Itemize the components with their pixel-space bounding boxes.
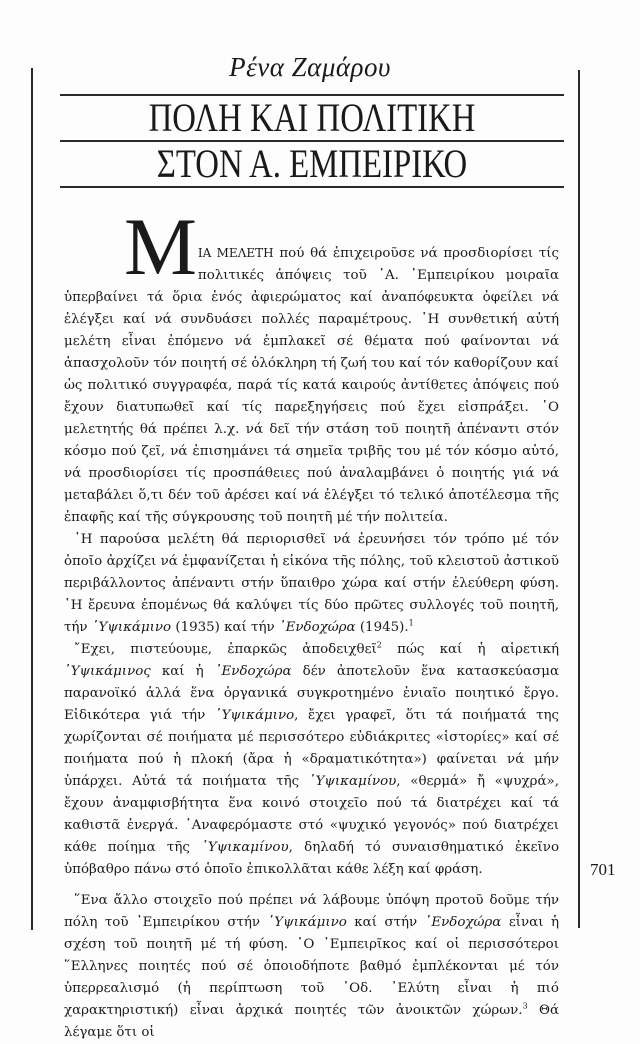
- paragraph-3: ῎Εχει, πιστεύουμε, ἐπαρκῶς ἀποδειχθεῖ$^2$ πώς καί ἡ αἱρετική ῾Υψικάμινος καί ἡ ᾿Ενδοχώρα δέν ἀποτελοῦν ἕνα κατασκεύασμα παρανοϊκό ἀλλά ἕνα ὀργανικά συγκροτημένο ἑνιαῖο ποιητικό ἔργο. Εἰδικότερα γιά τήν ῾Υψικάμινο, ἔχει γραφεῖ, ὅτι τά ποιήματά της χωρίζονται σέ ποιήματα μέ περισσότερο εὐδιάκριτες «ἱστορίες» καί σέ ποιήματα πού ἡ πλοκή (ἄρα ἡ «δραματικότητα») φαίνεται νά μήν ὑπάρχει. Αὐτά τά ποιήματα τῆς ῾Υψικαμίνου, «θερμά» ἤ «ψυχρά», ἔχουν ἀναμφισβήτητα ἕνα κοινό στοιχεῖο πού τά διατρέχει καί τά καθιστᾶ ἐνεργά. ᾿Αναφερόμαστε στό «ψυχικό γεγονός» πού διατρέχει κάθε ποίημα τῆς ῾Υψικαμίνου, δηλαδή τό συναισθηματικό ἐκεῖνο ὑπόβαθρο πάνω στό ὁποῖο ἐπικολλᾶται κάθε λέξη καί φράση.: [64, 640, 560, 877]
- paragraph-2: ῾Η παρούσα μελέτη θά περιορισθεῖ νά ἐρευνήσει τόν τρόπο μέ τόν ὁποῖο ἀρχίζει νά ἐμφανίζεται ἡ εἰκόνα τῆς πόλης, τοῦ κλειστοῦ ἀστικοῦ περιβάλλοντος ἀπέναντι στήν ὕπαιθρο χώρα καί στήν ἐλεύθερη φύση. ῾Η ἔρευνα ἐπομένως θά καλύψει τίς δύο πρῶτες συλλογές τοῦ ποιητῆ, τήν ῾Υψικάμινο (1935) καί τήν ᾿Ενδοχώρα (1945).$^1$: [64, 532, 559, 635]
- left-margin-rule: [31, 68, 33, 930]
- footnote-ref-2: 2: [376, 640, 382, 650]
- book-title: ᾿Ενδοχώρα: [424, 915, 502, 930]
- opening-smallcaps: ΙΑ ΜΕΛΕΤΗ: [197, 246, 274, 260]
- right-margin-rule: [578, 70, 580, 928]
- footnote-ref-1: 1: [408, 618, 414, 628]
- footnote-ref-3: 3: [522, 1001, 528, 1011]
- book-title: ῾Υψικάμινος: [64, 664, 151, 679]
- book-title: ῾Υψικαμίνου: [308, 774, 397, 789]
- title-rule-bottom: [60, 186, 564, 188]
- drop-cap: Μ: [124, 201, 197, 292]
- book-title: ῾Υψικάμινο: [267, 915, 347, 930]
- book-title: ῾Υψικάμινο: [91, 620, 172, 635]
- paragraph-1: ΜΙΑ ΜΕΛΕΤΗ πού θά ἐπιχειροῦσε νά προσδιορίσει τίς πολιτικές ἀπόψεις τοῦ ᾿Α. ᾿Εμπειρίκου μοιραῖα ὑπερβαίνει τά ὅρια ἑνός ἀφιερώματος καί ἀναπόφευκτα ὀφείλει νά ἐλέγξει καί νά συνδυάσει πολλές παραμέτρους. ῾Η συνθετική αὐτή μελέτη εἶναι ἐπόμενο νά ἐμπλακεῖ σέ θέματα πού φαίνονται νά ἀπασχολοῦν τόν ποιητή σέ ὁλόκληρη τή ζωή του καί τόν καθορίζουν καί ὡς πολιτικό συγγραφέα, παρά τίς κατά καιρούς ἀντίθετες ἀπόψεις πού ἔχουν διατυπωθεῖ καί τίς παρεξηγήσεις πού ἔχει εἰσπράξει. ῾Ο μελετητής θά πρέπει λ.χ. νά δεῖ τήν στάση τοῦ ποιητῆ ἀπέναντι στόν κόσμο πού ζεῖ, νά ἐπισημάνει τά σημεῖα τριβῆς του μέ τόν κόσμο αὐτό, νά προσδιορίσει τίς προσπάθειες πού ἀναλαμβάνει ὁ ποιητής γιά νά μεταβάλει ὅ,τι δέν τοῦ ἀρέσει καί νά ἐλέγξει τό τελικό ἀποτέλεσμα τῆς ἐπαφῆς καί τῆς σύγκρουσης τοῦ ποιητῆ μέ τήν πολιτεία.: [64, 201, 559, 525]
- title-line-2: ΣΤΟΝ Α. ΕΜΠΕΙΡΙΚΟ: [156, 141, 468, 186]
- paragraph-4: ῞Ενα ἄλλο στοιχεῖο πού πρέπει νά λάβουμε ὑπόψη προτοῦ δοῦμε τήν πόλη τοῦ ᾿Εμπειρίκου στήν ῾Υψικάμινο καί στήν ᾿Ενδοχώρα εἶναι ἡ σχέση τοῦ ποιητῆ μέ τή φύση. ῾Ο ᾿Εμπειρῖκος καί οἱ περισσότεροι ῞Ελληνες ποιητές πού σέ ὁποιοδήποτε βαθμό ἐμπλέκονται μέ τόν ὑπερρεαλισμό (ἡ περίπτωση τοῦ ᾿Οδ. ᾿Ελύτη εἶναι ἡ πιό χαρακτηριστική) εἶναι ἀρχικά ποιητές τῶν ἀνοικτῶν χώρων.$^3$ Θά λέγαμε ὅτι οἱ: [64, 893, 560, 1040]
- author-name: Ρένα Ζαμάρου: [229, 52, 391, 82]
- title-line-1: ΠΟΛΗ ΚΑΙ ΠΟΛΙΤΙΚΗ: [148, 95, 476, 140]
- page-number: 701: [590, 860, 616, 879]
- article-body: [64, 201, 560, 1044]
- book-title: ᾿Ενδοχώρα: [278, 620, 356, 635]
- book-title: ῾Υψικαμίνου: [201, 840, 289, 855]
- book-title: ᾿Ενδοχώρα: [214, 664, 292, 679]
- book-title: ῾Υψικάμινο: [214, 708, 295, 723]
